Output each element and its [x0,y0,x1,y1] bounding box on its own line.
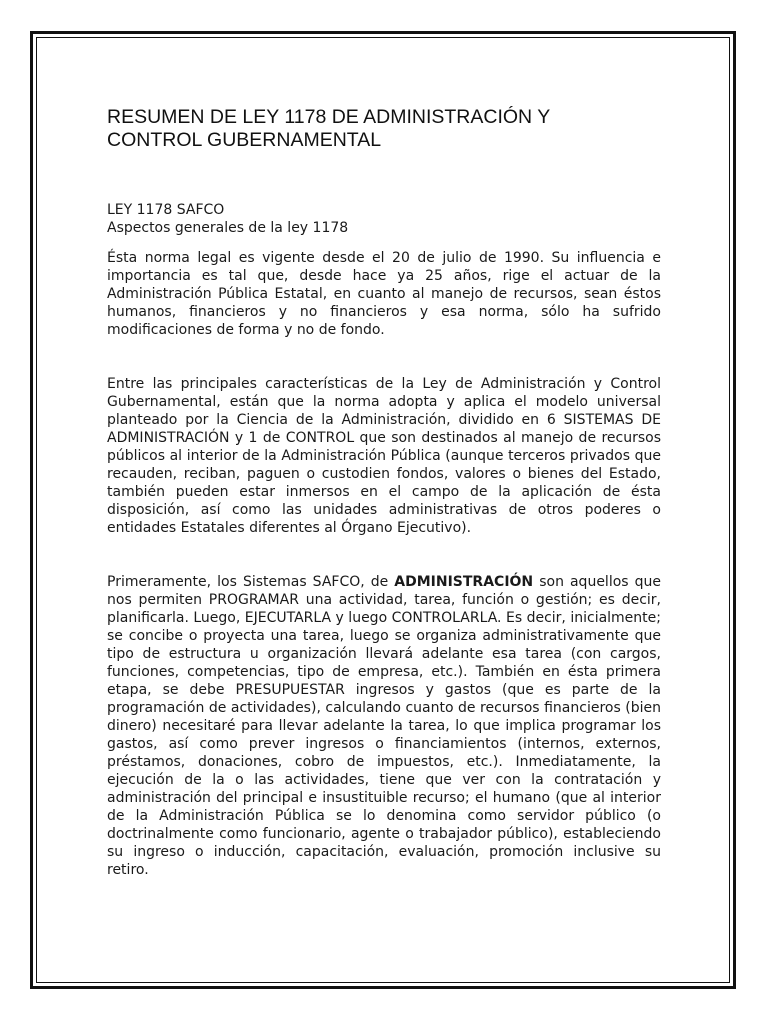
paragraph-3-rest: son aquellos que nos permiten PROGRAMAR una actividad, tarea, función o gestión; es decir, planificarla. Luego, EJECUTARLA y luego CONTROLARLA. Es decir, inicialmente; se concibe o proyecta una tarea, luego se organiza administrativamente que tipo de estructura u organización llevará adelante esa tarea (con cargos, funciones, competencias, tipo de empresa, etc.). También en ésta primera etapa, se debe PRESUPUESTAR ingresos y gastos (que es parte de la programación de actividades), calculando cuanto de recursos financieros (bien dinero) necesitaré para llevar adelante la tarea, lo que implica programar los gastos, así como prever ingresos o financiamientos (internos, externos, préstamos, donaciones, cobro de impuestos, etc.). Inmediatamente, la ejecución de la o las actividades, tiene que ver con la contratación y administración del principal e insustituible recurso; el humano (que al interior de la Administración Pública se lo denomina como servidor público (o doctrinalmente como funcionario, agente o trabajador público), estableciendo su ingreso o inducción, capacitación, evaluación, promoción inclusive su retiro. [107,574,661,878]
paragraph-3 [107,573,661,879]
law-heading [107,201,661,237]
title-line-2: CONTROL GUBERNAMENTAL [107,129,382,151]
document-title [107,106,661,152]
document-body [107,106,661,879]
title-line-1: RESUMEN DE LEY 1178 DE ADMINISTRACIÓN Y [107,106,551,128]
paragraph-2: Entre las principales características de la Ley de Administración y Control Gubernamental, están que la norma adopta y aplica el modelo universal planteado por la Ciencia de la Administración, dividido en 6 SISTEMAS DE ADMINISTRACIÓN y 1 de CONTROL que son destinados al manejo de recursos públicos al interior de la Administración Pública (aunque terceros privados que recauden, reciban, paguen o custodien fondos, valores o bienes del Estado, también pueden estar inmersos en el campo de la aplicación de ésta disposición, así como las unidades administrativas de otros poderes o entidades Estatales diferentes al Órgano Ejecutivo). [107,376,661,536]
law-subtitle: Aspectos generales de la ley 1178 [107,220,349,236]
law-name: LEY 1178 SAFCO [107,202,225,218]
paragraph-3-lead: Primeramente, los Sistemas SAFCO, de [107,574,389,590]
paragraph-1: Ésta norma legal es vigente desde el 20 de julio de 1990. Su influencia e importancia es tal que, desde hace ya 25 años, rige el actuar de la Administración Pública Estatal, en cuanto al manejo de recursos, sean éstos humanos, financieros y no financieros y esa norma, sólo ha sufrido modificaciones de forma y no de fondo. [107,250,661,338]
paragraph-3-bold: ADMINISTRACIÓN [394,574,534,590]
